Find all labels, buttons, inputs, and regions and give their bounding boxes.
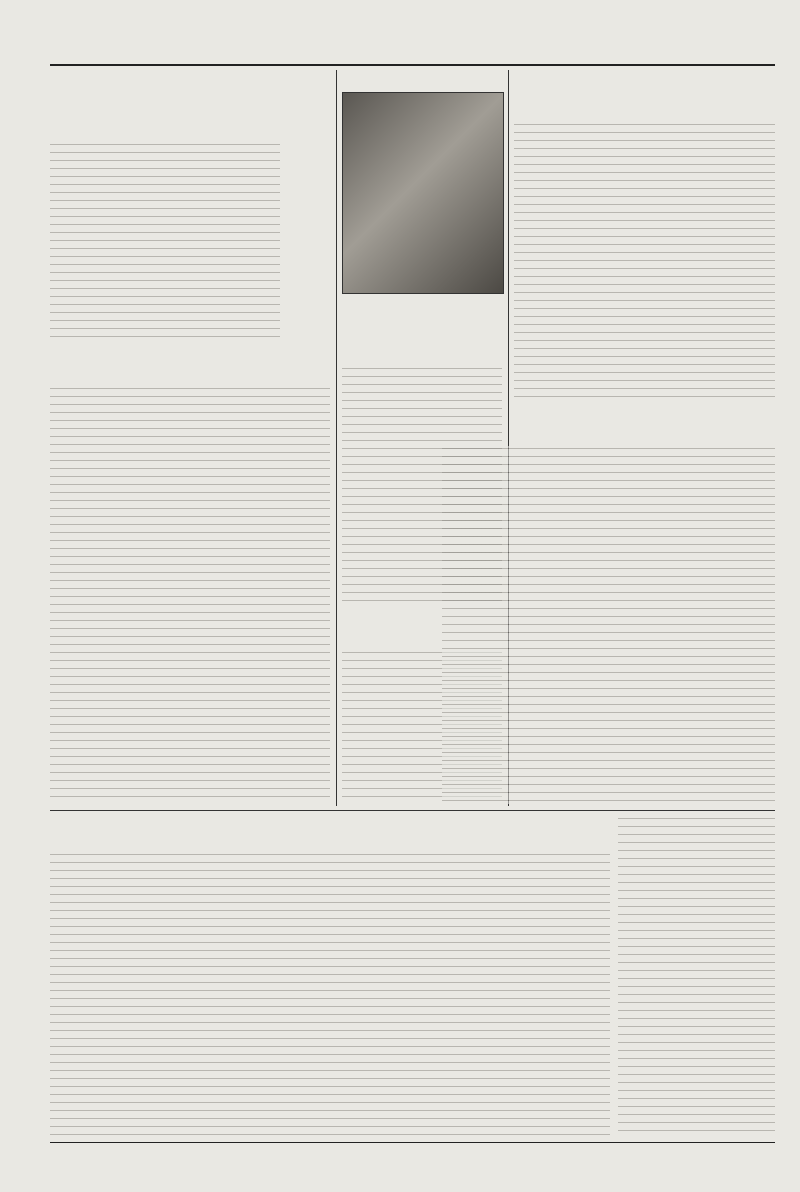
section-rule — [50, 810, 775, 811]
right-tag-block — [514, 70, 775, 84]
right-mid-headline-block — [442, 412, 775, 440]
center-section-label — [342, 346, 502, 362]
masthead — [50, 46, 775, 66]
mid-left-headline-block — [50, 346, 330, 380]
article-text-2 — [50, 386, 330, 804]
right-headline-block — [514, 88, 775, 116]
article-text-5 — [514, 122, 775, 404]
article-text-8 — [618, 816, 775, 1136]
article-text-1 — [50, 142, 280, 340]
column-rule — [336, 70, 337, 806]
center-headline-block — [342, 70, 502, 88]
photo-caption-block — [342, 298, 502, 338]
front-photo — [342, 92, 504, 294]
main-headline-block — [50, 70, 280, 130]
newspaper-page — [50, 46, 775, 1164]
article-text-6 — [442, 446, 775, 804]
article-text-7 — [50, 852, 610, 1136]
bottom-left-headline-block — [50, 816, 330, 846]
footer — [50, 1142, 775, 1146]
